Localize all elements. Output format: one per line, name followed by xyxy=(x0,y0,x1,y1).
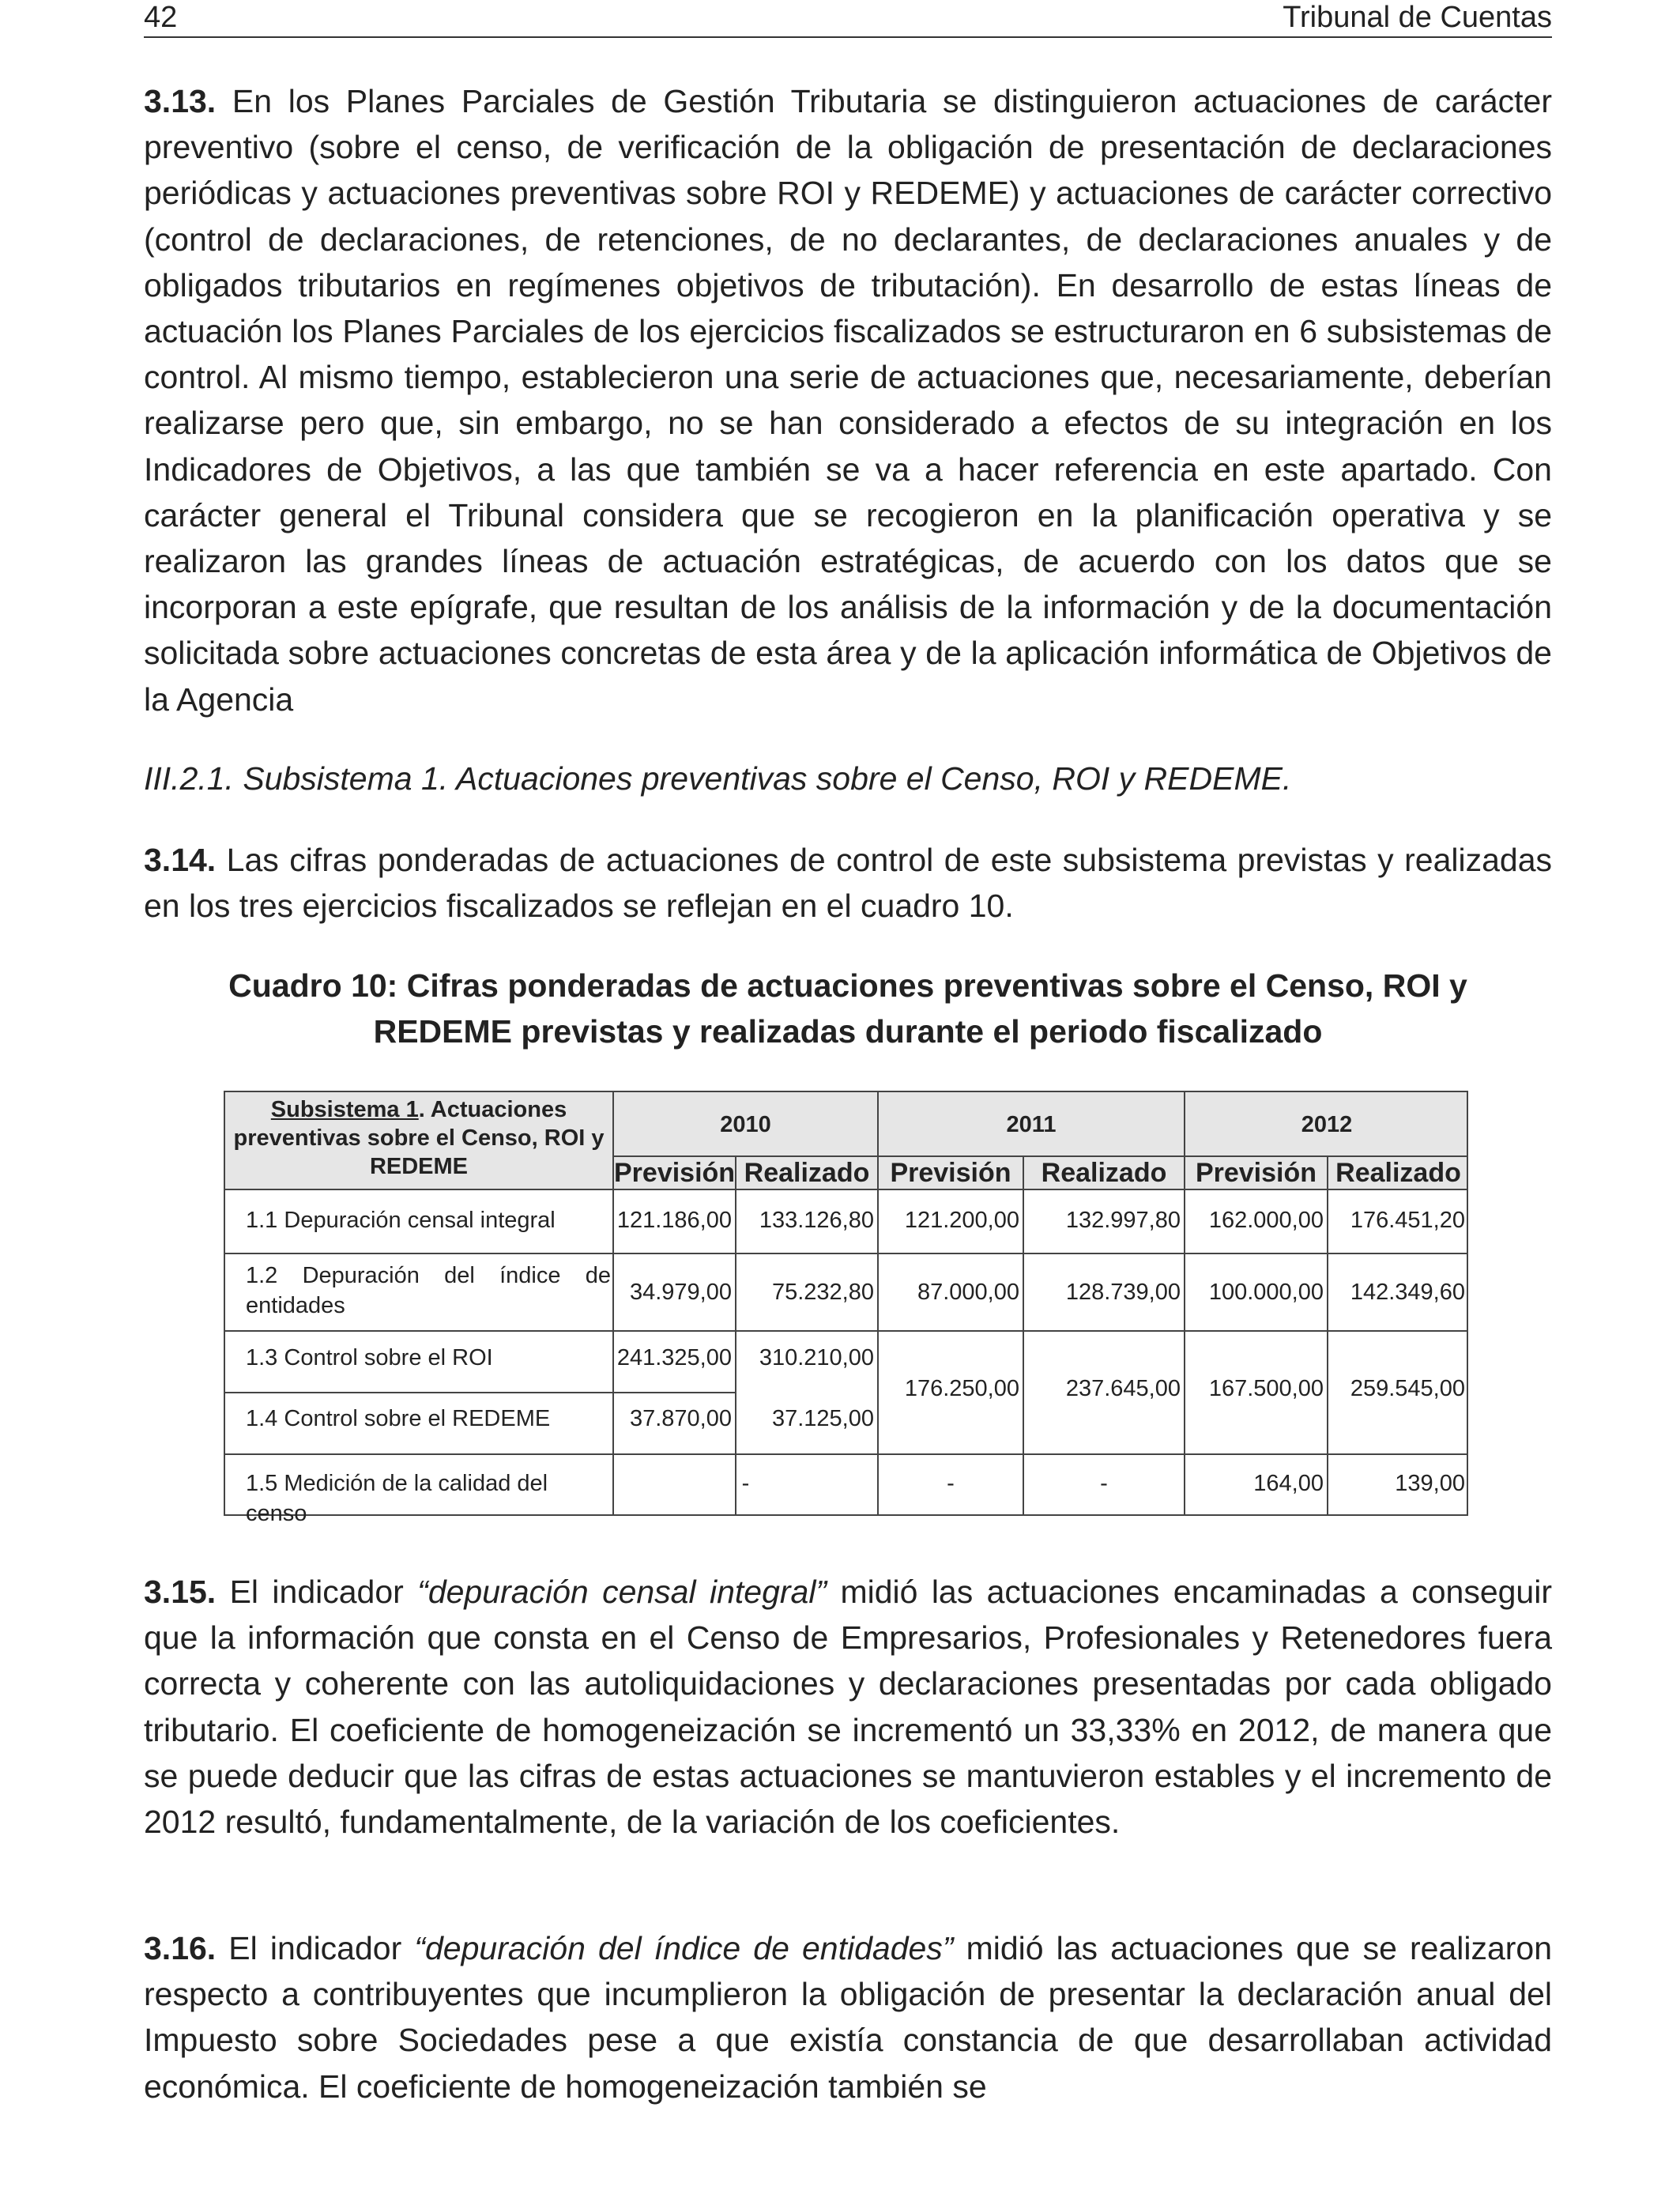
paragraph-3-16 xyxy=(144,1925,1552,2109)
paragraph-text: El indicador xyxy=(216,1930,415,1966)
row-label: 1.1 Depuración censal integral xyxy=(246,1208,556,1233)
stub-header-subsystem: Subsistema 1 xyxy=(270,1097,419,1122)
table-cell: 37.125,00 xyxy=(771,1406,874,1431)
table-cell: 100.000,00 xyxy=(1208,1280,1324,1305)
table-cell: 75.232,80 xyxy=(771,1280,874,1305)
year-header-2012: 2012 xyxy=(1301,1112,1353,1137)
section-subheading: III.2.1. Subsistema 1. Actuaciones preventivas sobre el Censo, ROI y REDEME. xyxy=(144,760,1292,797)
indicator-name: “depuración censal integral” xyxy=(417,1574,827,1610)
paragraph-3-15 xyxy=(144,1569,1552,1845)
caption-line-1: Cuadro 10: Cifras ponderadas de actuaciones preventivas sobre el Censo, ROI y xyxy=(228,967,1467,1004)
paragraph-3-13 xyxy=(144,78,1552,722)
stub-header-line-2: preventivas sobre el Censo, ROI y xyxy=(233,1125,605,1151)
page-number: 42 xyxy=(144,1,178,34)
table-cell: 34.979,00 xyxy=(629,1280,732,1305)
paragraph-3-14 xyxy=(144,837,1552,929)
table-cell: 241.325,00 xyxy=(616,1345,732,1370)
table-cell: 133.126,80 xyxy=(759,1208,874,1233)
stub-header-line-3: REDEME xyxy=(369,1154,469,1179)
row-label: 1.2 Depuración del índice de entidades xyxy=(246,1263,611,1318)
column-header-realizado: Realizado xyxy=(1041,1158,1167,1188)
table-cell: 176.451,20 xyxy=(1350,1208,1465,1233)
stub-header-text: . Actuaciones xyxy=(418,1097,567,1122)
stub-header xyxy=(225,1095,612,1181)
paragraph-number: 3.14. xyxy=(144,842,217,878)
row-divider xyxy=(225,1453,1468,1455)
table-cell: 121.186,00 xyxy=(616,1208,732,1233)
table-cell: 87.000,00 xyxy=(917,1280,1019,1305)
row-label: 1.5 Medición de la calidad del censo xyxy=(246,1471,548,1526)
paragraph-text: El indicador xyxy=(216,1574,418,1610)
cuadro-10-table xyxy=(224,1091,1468,1526)
column-header-prevision: Previsión xyxy=(1195,1158,1317,1188)
row-label: 1.4 Control sobre el REDEME xyxy=(246,1406,551,1431)
paragraph-text: En los Planes Parciales de Gestión Tributaria se distinguieron actuaciones de carácter preventivo (sobre el censo, de verificación de la obligación de presentación de declaraciones periódicas y actuaciones preventivas sobre ROI y REDEME) y actuaciones de carácter correctivo (control de declaraciones, de retenciones, de no declarantes, de declaraciones anuales y de obligados tributarios en regímenes objetivos de tributación). En desarrollo de estas líneas de actuación los Planes Parciales de los ejercicios fiscalizados se estructuraron en 6 subsistemas de control. Al mismo tiempo, establecieron una serie de actuaciones que, necesariamente, deberían realizarse pero que, sin embargo, no se han considerado a efectos de su integración en los Indicadores de Objetivos, a las que también se va a hacer referencia en este apartado. Con carácter general el Tribunal considera que se recogieron en la planificación operativa y se realizaron las grandes líneas de actuación estratégicas, de acuerdo con los datos que se incorporan a este epígrafe, que resultan de los análisis de la información y de la documentación solicitada sobre actuaciones concretas de esta área y de la aplicación informática de Objetivos de la Agencia xyxy=(144,83,1552,718)
caption-line-2: REDEME previstas y realizadas durante el periodo fiscalizado xyxy=(373,1013,1323,1050)
table-cell-merged: 176.250,00 xyxy=(904,1376,1019,1401)
table-cell: - xyxy=(1100,1471,1108,1496)
paragraph-number: 3.15. xyxy=(144,1574,217,1610)
table-cell: 162.000,00 xyxy=(1208,1208,1324,1233)
row-divider xyxy=(225,1392,735,1393)
table-cell: 139,00 xyxy=(1395,1471,1465,1496)
page-header xyxy=(144,0,1552,38)
row-divider xyxy=(225,1330,1468,1332)
indicator-name: “depuración del índice de entidades” xyxy=(414,1930,954,1966)
table-cell-merged: 237.645,00 xyxy=(1065,1376,1181,1401)
running-head: Tribunal de Cuentas xyxy=(1283,1,1552,34)
table-caption xyxy=(144,963,1552,1054)
table-cell: - xyxy=(947,1471,955,1496)
table-cell-merged: 259.545,00 xyxy=(1350,1376,1465,1401)
table-cell: 37.870,00 xyxy=(629,1406,732,1431)
table-cell-merged: 167.500,00 xyxy=(1208,1376,1324,1401)
paragraph-text: midió las actuaciones que se realizaron respecto a contribuyentes que incumplieron la obligación de presentar la declaración anual del Impuesto sobre Sociedades pese a que existía constancia de que desarrollaban actividad económica. El coeficiente de homogeneización también se xyxy=(144,1930,1553,2105)
column-header-realizado: Realizado xyxy=(744,1158,870,1188)
row-label: 1.3 Control sobre el ROI xyxy=(246,1345,493,1370)
table-cell: 142.349,60 xyxy=(1350,1280,1465,1305)
paragraph-number: 3.16. xyxy=(144,1930,217,1966)
table-cell: - xyxy=(741,1471,750,1496)
table-cell: 121.200,00 xyxy=(904,1208,1019,1233)
table-cell: 164,00 xyxy=(1253,1471,1324,1496)
row-divider xyxy=(225,1253,1468,1254)
paragraph-text: midió las actuaciones encaminadas a conseguir que la información que consta en el Censo de Empresarios, Profesionales y Retenedores fuera correcta y coherente con las autoliquidaciones y declaraciones presentadas por cada obligado tributario. El coeficiente de homogeneización se incrementó un 33,33% en 2012, de manera que se puede deducir que las cifras de estas actuaciones se mantuvieron estables y el incremento de 2012 resultó, fundamentalmente, de la variación de los coeficientes. xyxy=(144,1574,1552,1841)
table-cell: 310.210,00 xyxy=(759,1345,874,1370)
column-header-prevision: Previsión xyxy=(614,1158,736,1188)
paragraph-text: Las cifras ponderadas de actuaciones de control de este subsistema previstas y realizadas en los tres ejercicios fiscalizados se reflejan en el cuadro 10. xyxy=(144,842,1552,925)
table-cell: 132.997,80 xyxy=(1065,1208,1181,1233)
year-header-2010: 2010 xyxy=(720,1112,771,1137)
table-cell: 128.739,00 xyxy=(1065,1280,1181,1305)
year-header-2011: 2011 xyxy=(1006,1112,1057,1137)
column-header-realizado: Realizado xyxy=(1335,1158,1461,1188)
paragraph-number: 3.13. xyxy=(144,83,217,119)
column-header-prevision: Previsión xyxy=(890,1158,1011,1188)
